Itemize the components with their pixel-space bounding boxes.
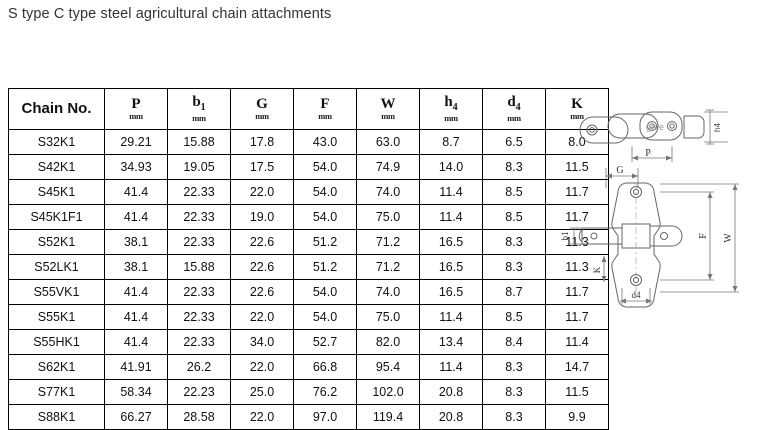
attachment-plan-view [579,182,682,307]
cell-value: 22.0 [231,180,294,205]
cell-value: 8.5 [483,305,546,330]
table-body [9,130,609,430]
cell-value: 11.7 [546,305,609,330]
cell-value: 43.0 [294,130,357,155]
cell-value: 58.34 [105,380,168,405]
label-p: P [645,148,651,159]
cell-value: 82.0 [357,330,420,355]
cell-value: 17.5 [231,155,294,180]
cell-value: 22.33 [168,230,231,255]
cell-value: 11.3 [546,230,609,255]
column-header-f: F mm [294,89,357,130]
cell-value: 11.7 [546,280,609,305]
cell-value: 8.3 [483,230,546,255]
column-header-h4: $h_4$ mm [420,89,483,130]
cell-value: 11.4 [546,330,609,355]
column-header-g: G mm [231,89,294,130]
cell-value: 9.9 [546,405,609,430]
cell-value: 63.0 [357,130,420,155]
dim-k [592,256,607,282]
cell-value: 54.0 [294,205,357,230]
cell-value: 75.0 [357,205,420,230]
cell-value: 22.0 [231,405,294,430]
table-row [9,130,609,155]
cell-value: 54.0 [294,180,357,205]
cell-value: 22.33 [168,305,231,330]
dim-b1 [560,228,584,244]
cell-value: 41.4 [105,305,168,330]
label-f: F [698,233,709,239]
cell-value: 11.3 [546,255,609,280]
table-row [9,255,609,280]
cell-chain-no: S77K1 [9,380,105,405]
column-header-chain-no: Chain No. [9,89,105,130]
label-w: W [723,233,734,243]
spec-table [8,88,609,430]
header-row [9,89,609,130]
cell-value: 75.0 [357,305,420,330]
cell-value: 20.8 [420,380,483,405]
cell-value: 11.4 [420,180,483,205]
cell-value: 15.88 [168,130,231,155]
table-row [9,380,609,405]
cell-value: 11.4 [420,355,483,380]
column-header-d4: $d_4$ mm [483,89,546,130]
cell-chain-no: S62K1 [9,355,105,380]
cell-value: 8.3 [483,355,546,380]
cell-value: 95.4 [357,355,420,380]
chain-side-view [580,112,704,143]
watermark-text: gere [646,122,665,132]
cell-value: 8.5 [483,205,546,230]
cell-value: 51.2 [294,230,357,255]
cell-value: 20.8 [420,405,483,430]
cell-value: 22.0 [231,305,294,330]
cell-value: 41.4 [105,330,168,355]
cell-value: 29.21 [105,130,168,155]
cell-value: 22.33 [168,330,231,355]
page-title: S type C type steel agricultural chain attachments [8,6,332,22]
cell-chain-no: S55HK1 [9,330,105,355]
cell-value: 11.5 [546,155,609,180]
cell-value: 74.9 [357,155,420,180]
column-header-k: K mm [546,89,609,130]
label-h4: h4 [713,123,722,132]
cell-value: 41.4 [105,205,168,230]
cell-value: 22.23 [168,380,231,405]
cell-chain-no: S55K1 [9,305,105,330]
dim-h4 [704,110,728,144]
cell-value: 16.5 [420,255,483,280]
table-row [9,280,609,305]
cell-value: 74.0 [357,180,420,205]
cell-value: 22.33 [168,280,231,305]
cell-value: 22.33 [168,180,231,205]
cell-value: 22.0 [231,355,294,380]
cell-value: 8.3 [483,405,546,430]
cell-value: 54.0 [294,305,357,330]
cell-chain-no: S52K1 [9,230,105,255]
cell-value: 26.2 [168,355,231,380]
cell-value: 22.6 [231,255,294,280]
cell-value: 97.0 [294,405,357,430]
column-header-w: W mm [357,89,420,130]
cell-value: 34.0 [231,330,294,355]
cell-value: 8.3 [483,155,546,180]
cell-value: 71.2 [357,255,420,280]
cell-value: 8.7 [483,280,546,305]
cell-value: 66.27 [105,405,168,430]
table-row [9,330,609,355]
cell-chain-no: S32K1 [9,130,105,155]
cell-value: 8.7 [420,130,483,155]
cell-value: 41.91 [105,355,168,380]
cell-value: 71.2 [357,230,420,255]
cell-value: 15.88 [168,255,231,280]
cell-value: 38.1 [105,230,168,255]
cell-value: 25.0 [231,380,294,405]
attachment-drawing [560,96,765,346]
cell-chain-no: S45K1F1 [9,205,105,230]
cell-value: 119.4 [357,405,420,430]
cell-value: 28.58 [168,405,231,430]
cell-value: 8.5 [483,180,546,205]
cell-value: 66.8 [294,355,357,380]
table-row [9,355,609,380]
label-b1: b1 [560,231,570,241]
cell-value: 11.7 [546,205,609,230]
cell-value: 13.4 [420,330,483,355]
cell-value: 52.7 [294,330,357,355]
table-row [9,230,609,255]
cell-value: 8.3 [483,255,546,280]
cell-value: 14.7 [546,355,609,380]
cell-value: 19.05 [168,155,231,180]
table-row [9,155,609,180]
cell-value: 38.1 [105,255,168,280]
column-header-b1: $b_1$ mm [168,89,231,130]
cell-value: 34.93 [105,155,168,180]
table-row [9,180,609,205]
table-row [9,205,609,230]
cell-value: 51.2 [294,255,357,280]
cell-value: 17.8 [231,130,294,155]
cell-value: 11.5 [546,380,609,405]
cell-value: 11.4 [420,305,483,330]
cell-chain-no: S88K1 [9,405,105,430]
column-header-p: P mm [105,89,168,130]
cell-value: 102.0 [357,380,420,405]
cell-value: 22.6 [231,230,294,255]
cell-value: 54.0 [294,155,357,180]
cell-value: 16.5 [420,280,483,305]
cell-value: 14.0 [420,155,483,180]
cell-chain-no: S42K1 [9,155,105,180]
cell-value: 76.2 [294,380,357,405]
spec-table-container [8,88,609,430]
cell-value: 22.33 [168,205,231,230]
cell-value: 74.0 [357,280,420,305]
label-d4: d4 [631,290,641,300]
cell-value: 11.7 [546,180,609,205]
cell-value: 22.6 [231,280,294,305]
label-g: G [616,165,624,176]
table-header [9,89,609,130]
cell-chain-no: S55VK1 [9,280,105,305]
cell-value: 11.4 [420,205,483,230]
cell-value: 16.5 [420,230,483,255]
cell-value: 41.4 [105,280,168,305]
cell-value: 8.3 [483,380,546,405]
label-k: K [592,266,602,274]
cell-value: 54.0 [294,280,357,305]
table-row [9,305,609,330]
cell-value: 19.0 [231,205,294,230]
cell-value: 6.5 [483,130,546,155]
cell-value: 41.4 [105,180,168,205]
table-row [9,405,609,430]
dim-f [660,192,714,280]
cell-value: 8.0 [546,130,609,155]
cell-chain-no: S52LK1 [9,255,105,280]
dim-d4 [620,288,652,304]
dim-p [632,146,672,162]
cell-value: 8.4 [483,330,546,355]
cell-chain-no: S45K1 [9,180,105,205]
